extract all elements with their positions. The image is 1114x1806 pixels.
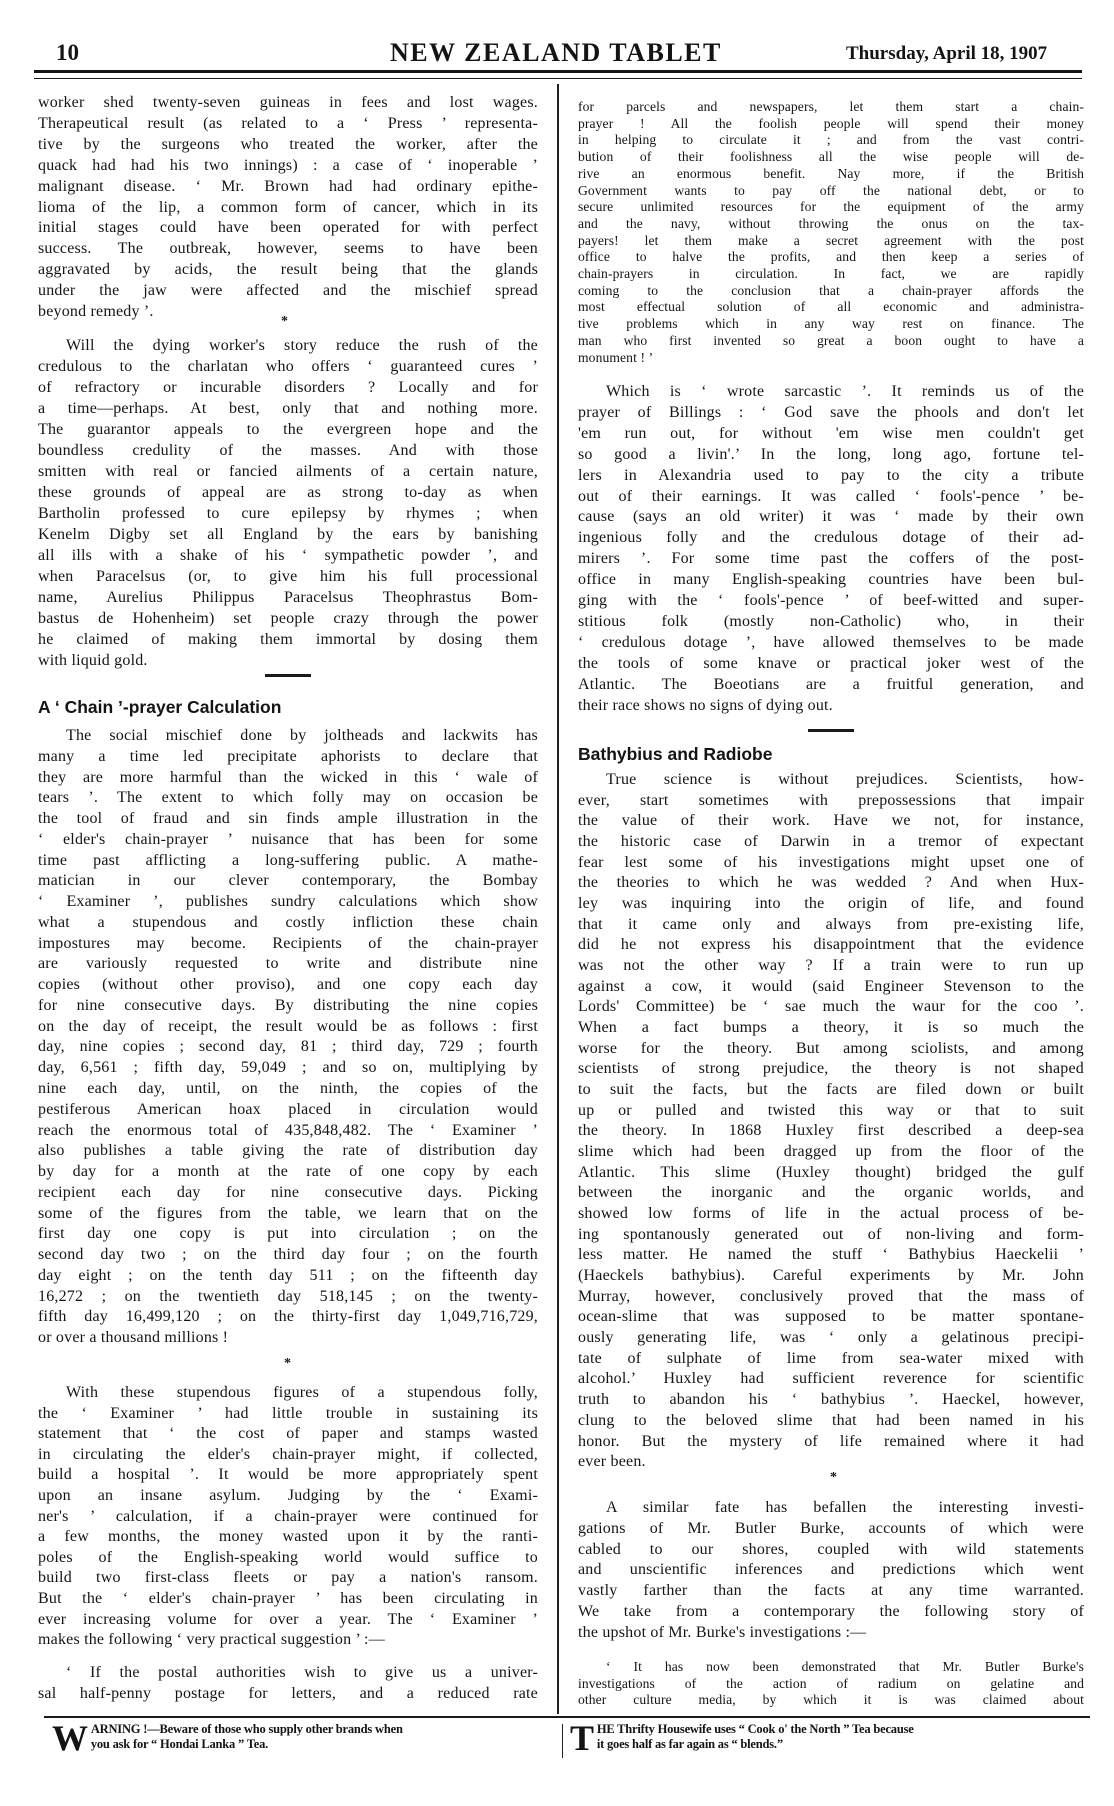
text-line: Lords' Committee) be ‘ sae much the waur for the coo ’. xyxy=(578,998,1084,1016)
text-line: office in many English-speaking countries have been bul- xyxy=(578,571,1084,589)
text-line: the upshot of Mr. Burke's investigations :— xyxy=(578,1623,867,1641)
ad-line: ARNING !—Beware of those who supply other brands when xyxy=(90,1722,403,1736)
text-line: to suit the facts, but the facts are filed down or built xyxy=(578,1081,1084,1099)
text-line: cabled to our shores, coupled with wild statements xyxy=(578,1540,1084,1558)
text-line: clung to the beloved slime that had been named in his xyxy=(578,1411,1084,1429)
article-heading-chain-prayer: A ‘ Chain ’-prayer Calculation xyxy=(38,697,282,717)
text-line: malignant disease. ‘ Mr. Brown had had ordinary epithe- xyxy=(38,177,538,195)
text-line: makes the following ‘ very practical suggestion ’ :— xyxy=(38,1631,385,1649)
text-line: also publishes a table giving the rate of distribution day xyxy=(38,1142,538,1160)
text-line: When a fact bumps a theory, it is so much the xyxy=(578,1019,1084,1037)
text-line: build a hospital ’. It would be more appropriately spent xyxy=(38,1466,538,1484)
text-line: office to halve the profits, and then keep a series of xyxy=(578,249,1084,265)
text-line: nine each day, until, on the ninth, the copies of the xyxy=(38,1080,538,1098)
text-line: worse for the theory. But among sciolists, and among xyxy=(578,1039,1084,1057)
text-line: ner's ’ calculation, if a chain-prayer were continued for xyxy=(38,1507,538,1525)
text-line: (Haeckels bathybius). Careful experiments by Mr. John xyxy=(578,1267,1084,1285)
text-line: a few months, the money wasted upon it by the ranti- xyxy=(38,1528,538,1546)
text-line: the value of their work. Have we not, for instance, xyxy=(578,812,1084,830)
text-line: ever been. xyxy=(578,1453,646,1471)
text-line: all ills with a shake of his ‘ sympathetic powder ’, and xyxy=(38,547,538,564)
text-line: scientists of strong prejudice, the theory is not shaped xyxy=(578,1060,1084,1078)
text-line: man who first invented so great a boon ought to have a xyxy=(578,332,1084,348)
text-line: time past afflicting a long-suffering public. A mathe- xyxy=(38,851,538,869)
ad-line: it goes half as far again as “ blends.” xyxy=(596,1737,783,1751)
text-line: Bartholin professed to cure epilepsy by rhymes ; when xyxy=(38,505,538,522)
text-line: a time—perhaps. At best, only that and nothing more. xyxy=(38,400,538,417)
text-line: what a stupendous and costly infliction these chain xyxy=(38,913,538,931)
left-paragraph-2 xyxy=(38,335,538,671)
text-line: name, Aurelius Philippus Paracelsus Theophrastus Bom- xyxy=(38,589,538,606)
text-line: ocean-slime that was supposed to be matter spontane- xyxy=(578,1308,1084,1326)
right-paragraph-2 xyxy=(578,382,1084,717)
text-line: alcohol.’ Huxley had sufficient reverence for scientific xyxy=(578,1370,1084,1388)
text-line: Kenelm Digby set all England by the ears by banishing xyxy=(38,526,538,543)
text-line: But the ‘ elder's chain-prayer ’ has been circulating in xyxy=(38,1589,538,1607)
text-line: The social mischief done by joltheads and lackwits has xyxy=(66,727,538,744)
text-line: Which is ‘ wrote sarcastic ’. It reminds us of the xyxy=(606,383,1084,400)
text-line: lioma of the lip, a common form of cancer, which in its xyxy=(38,198,538,216)
text-line: matician in our clever contemporary, the Bombay xyxy=(38,872,538,890)
right-paragraph-5 xyxy=(578,1659,1084,1709)
text-line: ‘ If the postal authorities wish to give us a univer- xyxy=(66,1664,538,1681)
column-divider xyxy=(557,84,559,1714)
text-line: chain-prayers in circulation. In fact, we are rapidly xyxy=(578,266,1084,282)
issue-date: Thursday, April 18, 1907 xyxy=(846,43,1048,64)
text-line: and unscientific inferences and predictions which went xyxy=(578,1561,1084,1579)
text-line: are variously requested to write and distribute nine xyxy=(38,955,538,973)
text-line: most effectual solution of all economic and administra- xyxy=(578,299,1084,315)
masthead-rule-thin xyxy=(34,78,1082,79)
text-line: mirers ’. For some time past the coffers of the post- xyxy=(578,550,1084,568)
text-line: ever increasing volume for over a year. The ‘ Examiner ’ xyxy=(38,1610,538,1628)
text-line: day, nine copies ; second day, 81 ; third day, 729 ; fourth xyxy=(38,1038,538,1056)
text-line: tears ’. The extent to which folly may on occasion be xyxy=(38,789,538,807)
text-line: day eight ; on the tenth day 511 ; on the fifteenth day xyxy=(38,1266,538,1284)
text-line: bastus de Hohenheim) set people crazy through the power xyxy=(38,610,538,627)
ad-line: you ask for “ Hondai Lanka ” Tea. xyxy=(90,1737,269,1751)
text-line: ‘ credulous dotage ’, have allowed themselves to be made xyxy=(578,633,1084,651)
text-line: ing spontanously generated out of non-living and form- xyxy=(578,1225,1084,1243)
text-line: he claimed of making them immortal by dosing them xyxy=(38,631,538,648)
text-line: in circulating the elder's chain-prayer might, if collected, xyxy=(38,1445,538,1463)
text-line: impostures may become. Recipients of the chain-prayer xyxy=(38,934,538,952)
text-line: between the inorganic and the organic worlds, and xyxy=(578,1184,1084,1202)
right-paragraph-3 xyxy=(578,770,1084,1473)
text-line: poles of the English-speaking world would suffice to xyxy=(38,1548,538,1566)
text-line: ‘ It has now been demonstrated that Mr. Butler Burke's xyxy=(606,1659,1084,1674)
text-line: monument ! ’ xyxy=(578,349,654,365)
text-line: payers! let them make a secret agreement with the post xyxy=(578,232,1084,248)
text-line: the theories to which he was wedded ? And when Hux- xyxy=(578,874,1084,892)
text-line: Murray, however, conclusively proved that the mass of xyxy=(578,1287,1084,1305)
text-line: vastly farther than the facts at any time warranted. xyxy=(578,1582,1084,1600)
article-heading-bathybius: Bathybius and Radiobe xyxy=(578,744,773,764)
text-line: that it came only and always from pre-existing life, xyxy=(578,915,1084,933)
text-line: We take from a contemporary the following story of xyxy=(578,1602,1084,1620)
drop-cap: T xyxy=(570,1718,594,1758)
right-paragraph-4 xyxy=(578,1498,1084,1644)
text-line: gations of Mr. Butler Burke, accounts of which were xyxy=(578,1519,1084,1537)
text-line: smitten with real or fancied ailments of a certain nature, xyxy=(38,463,538,480)
text-line: copies (without other proviso), and one copy each day xyxy=(38,976,538,994)
section-separator-star: * xyxy=(281,314,288,329)
text-line: fear lest some of his investigations might upset one of xyxy=(578,853,1084,871)
text-line: aggravated by acids, the result being that the glands xyxy=(38,261,538,279)
text-line: of refractory or incurable disorders ? Locally and for xyxy=(38,379,538,396)
text-line: worker shed twenty-seven guineas in fees and lost wages. xyxy=(38,94,538,111)
text-line: some of the figures from the table, we learn that on the xyxy=(38,1204,538,1222)
page-number: 10 xyxy=(56,40,79,65)
text-line: ever, start sometimes with prepossessions that impair xyxy=(578,791,1084,809)
text-line: coming to the conclusion that a chain-prayer affords the xyxy=(578,282,1084,298)
text-line: ously generating life, was ‘ only a gelatinous precipi- xyxy=(578,1329,1084,1347)
section-rule xyxy=(265,674,311,677)
text-line: rive an enormous benefit. Nay more, if the British xyxy=(578,165,1084,181)
text-line: secure unlimited resources for the equipment of the army xyxy=(578,199,1084,215)
text-line: cause (says an old writer) it was ‘ made by their own xyxy=(578,508,1084,526)
text-line: sal half-penny postage for letters, and a reduced rate xyxy=(38,1684,538,1702)
left-paragraph-5 xyxy=(38,1663,538,1704)
text-line: up or pulled and twisted this way or that to suit xyxy=(578,1101,1084,1119)
text-line: did he not express his disappointment that the evidence xyxy=(578,936,1084,954)
left-paragraph-3 xyxy=(38,726,538,1349)
text-line: so good a livin'.’ In the long, long ago, fortune tel- xyxy=(578,445,1084,463)
section-separator-star: * xyxy=(284,1356,291,1371)
text-line: first day one copy is put into circulation ; on the xyxy=(38,1225,538,1243)
text-line: against a cow, it would (said Engineer Stevenson to the xyxy=(578,977,1084,995)
text-line: on the day of receipt, the result would be as follows : first xyxy=(38,1017,538,1035)
text-line: True science is without prejudices. Scientists, how- xyxy=(606,771,1084,788)
left-paragraph-4 xyxy=(38,1383,538,1651)
text-line: other culture media, by which it is was claimed about xyxy=(578,1692,1084,1707)
text-line: Therapeutical result (as related to a ‘ Press ’ representa- xyxy=(38,114,538,132)
text-line: boundless credulity of the masses. And with those xyxy=(38,442,538,459)
text-line: their race shows no signs of dying out. xyxy=(578,696,833,714)
text-line: A similar fate has befallen the interesting investi- xyxy=(606,1499,1084,1516)
text-line: beyond remedy ’. xyxy=(38,303,154,321)
text-line: prayer ! All the foolish people will spend their money xyxy=(578,115,1084,131)
text-line: quack had had his two innings) : a case of ‘ inoperable ’ xyxy=(38,156,538,174)
text-line: ley was inquiring into the origin of life, and found xyxy=(578,895,1084,913)
text-line: the theory. In 1868 Huxley first described a deep-sea xyxy=(578,1122,1084,1140)
text-line: and the navy, without throwing the onus on the tax- xyxy=(578,215,1084,231)
text-line: the tool of fraud and sin finds ample illustration in the xyxy=(38,810,538,828)
text-line: ingenious folly and the credulous dotage of their ad- xyxy=(578,529,1084,547)
advertisement-hondai-lanka xyxy=(52,1718,552,1758)
text-line: truth to abandon his ‘ bathybius ’. Haeckel, however, xyxy=(578,1391,1084,1409)
text-line: 16,272 ; on the twentieth day 518,145 ; on the twenty- xyxy=(38,1287,538,1305)
text-line: many a time led precipitate aphorists to declare that xyxy=(38,747,538,765)
text-line: prayer of Billings : ‘ God save the phools and don't let xyxy=(578,403,1084,421)
advertisement-cook-o-the-north xyxy=(570,1718,1090,1758)
drop-cap: W xyxy=(52,1718,88,1758)
text-line: Atlantic. The Boeotians are a fruitful generation, and xyxy=(578,675,1084,693)
text-line: showed low forms of life in the actual process of be- xyxy=(578,1205,1084,1223)
text-line: the ‘ Examiner ’ had little trouble in sustaining its xyxy=(38,1404,538,1422)
text-line: tate of sulphate of lime from sea-water mixed with xyxy=(578,1349,1084,1367)
masthead-rule xyxy=(34,70,1082,73)
text-line: was not the other way ? If a train were to run up xyxy=(578,957,1084,975)
text-line: build two first-class fleets or pay a nation's ransom. xyxy=(38,1569,538,1587)
text-line: for parcels and newspapers, let them start a chain- xyxy=(578,99,1084,114)
text-line: or over a thousand millions ! xyxy=(38,1329,229,1347)
text-line: upon an insane asylum. Judging by the ‘ Exami- xyxy=(38,1486,538,1504)
text-line: less matter. He named the stuff ‘ Bathybius Haeckelii ’ xyxy=(578,1246,1084,1264)
text-line: success. The outbreak, however, seems to have been xyxy=(38,240,538,258)
text-line: honor. But the mystery of life remained where it had xyxy=(578,1432,1084,1450)
text-line: in helping to circulate it ; and from the vast contri- xyxy=(578,132,1084,148)
text-line: tive problems which in any way rest on finance. The xyxy=(578,316,1084,332)
text-line: when Paracelsus (or, to give him his full processional xyxy=(38,568,538,585)
text-line: slime which had been dragged up from the floor of the xyxy=(578,1143,1084,1161)
text-line: second day two ; on the third day four ; on the fourth xyxy=(38,1246,538,1264)
newspaper-title: NEW ZEALAND TABLET xyxy=(390,38,722,67)
text-line: ‘ Examiner ’, publishes sundry calculations which show xyxy=(38,893,538,911)
text-line: 'em run out, for without 'em wise men couldn't get xyxy=(578,424,1084,442)
text-line: fifth day 16,499,120 ; on the thirty-first day 1,049,716,729, xyxy=(38,1308,538,1326)
text-line: initial stages could have been operated for with perfect xyxy=(38,219,538,237)
text-line: ging with the ‘ fools'-pence ’ of beef-witted and super- xyxy=(578,592,1084,610)
text-line: the tools of some knave or practical joker west of the xyxy=(578,654,1084,672)
left-paragraph-1 xyxy=(38,93,538,323)
text-line: With these stupendous figures of a stupendous folly, xyxy=(66,1384,538,1401)
ad-divider xyxy=(562,1724,563,1758)
text-line: credulous to the charlatan who offers ‘ guaranteed cures ’ xyxy=(38,358,538,375)
text-line: bution of their foolishness all the wise people will de- xyxy=(578,149,1084,165)
text-line: by day for a month at the rate of one copy by each xyxy=(38,1163,538,1181)
text-line: they are more harmful than the wicked in this ‘ wale of xyxy=(38,768,538,786)
text-line: Atlantic. This slime (Huxley thought) bridged the gulf xyxy=(578,1163,1084,1181)
text-line: pestiferous American hoax placed in circulation would xyxy=(38,1100,538,1118)
text-line: for nine consecutive days. By distributing the nine copies xyxy=(38,996,538,1014)
right-paragraph-1 xyxy=(578,99,1084,366)
text-line: tive by the surgeons who treated the worker, after the xyxy=(38,135,538,153)
text-line: out of their earnings. It was called ‘ fools'-pence ’ be- xyxy=(578,487,1084,505)
text-line: under the jaw were affected and the mischief spread xyxy=(38,282,538,300)
text-line: day, 6,561 ; fifth day, 59,049 ; and so on, multiplying by xyxy=(38,1059,538,1077)
text-line: Government wants to pay off the national debt, or to xyxy=(578,182,1084,198)
text-line: lers in Alexandria used to pay to the city a tribute xyxy=(578,466,1084,484)
text-line: these grounds of appeal are as strong to-day as when xyxy=(38,484,538,501)
text-line: stitious folk (mostly non-Catholic) who, in their xyxy=(578,612,1084,630)
footer-rule xyxy=(44,1716,1090,1718)
text-line: the historic case of Darwin in a tremor of expectant xyxy=(578,833,1084,851)
text-line: investigations of the action of radium on gelatine and xyxy=(578,1675,1084,1691)
text-line: reach the enormous total of 435,848,482. The ‘ Examiner ’ xyxy=(38,1121,538,1139)
section-separator-star: * xyxy=(830,1470,837,1485)
text-line: recipient each day for nine consecutive days. Picking xyxy=(38,1183,538,1201)
text-line: with liquid gold. xyxy=(38,652,148,669)
text-line: The guarantor appeals to the evergreen hope and the xyxy=(38,421,538,438)
section-rule xyxy=(808,729,854,732)
text-line: Will the dying worker's story reduce the rush of the xyxy=(66,337,538,354)
text-line: statement that ‘ the cost of paper and stamps wasted xyxy=(38,1425,538,1443)
ad-line: HE Thrifty Housewife uses “ Cook o' the North ” Tea because xyxy=(596,1722,914,1736)
text-line: ‘ elder's chain-prayer ’ nuisance that has been for some xyxy=(38,830,538,848)
